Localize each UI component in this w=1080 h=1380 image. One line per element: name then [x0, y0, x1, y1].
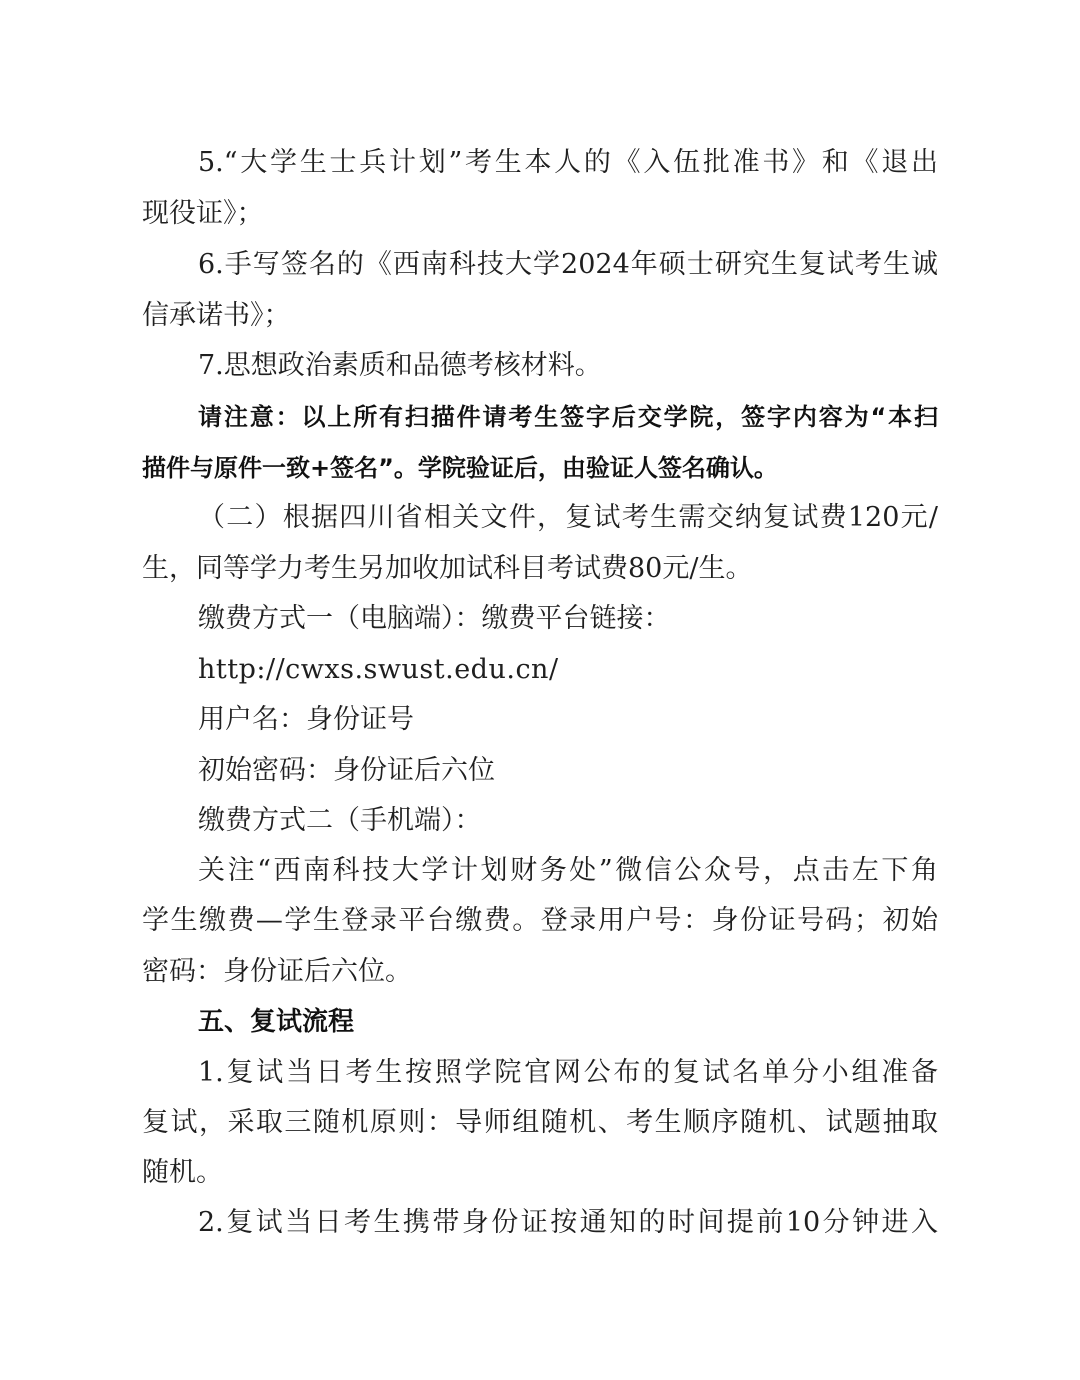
text-line-item6-a: 6.手写签名的《西南科技大学2024年硕士研究生复试考生诚 — [198, 249, 938, 280]
wechat-line-a: 关注“西南科技大学计划财务处”微信公众号，点击左下角 — [198, 855, 938, 886]
fee-line-b: 生，同等学力考生另加收加试科目考试费80元/生。 — [142, 553, 753, 584]
text-line-item7: 7.思想政治素质和品德考核材料。 — [198, 350, 602, 381]
process-item1-a: 1.复试当日考生按照学院官网公布的复试名单分小组准备 — [198, 1057, 938, 1088]
payment-method-one: 缴费方式一（电脑端）：缴费平台链接： — [198, 603, 671, 634]
section-heading-retest-process: 五、复试流程 — [198, 1007, 355, 1037]
text-line-item5-a: 5.“大学生士兵计划”考生本人的《入伍批准书》和《退出 — [198, 147, 938, 178]
wechat-line-c: 密码：身份证后六位。 — [142, 956, 412, 987]
initial-password-line: 初始密码：身份证后六位 — [198, 755, 495, 786]
process-item1-c: 随机。 — [142, 1157, 223, 1188]
text-line-item6-b: 信承诺书》； — [142, 300, 291, 331]
fee-line-a: （二）根据四川省相关文件，复试考生需交纳复试费120元/ — [198, 502, 938, 533]
payment-url: http://cwxs.swust.edu.cn/ — [198, 654, 559, 685]
payment-method-two: 缴费方式二（手机端）： — [198, 805, 482, 836]
wechat-line-b: 学生缴费—学生登录平台缴费。登录用户号：身份证号码；初始 — [142, 905, 938, 936]
username-line: 用户名：身份证号 — [198, 704, 414, 735]
notice-line-b: 描件与原件一致+签名”。学院验证后，由验证人签名确认。 — [142, 454, 778, 482]
process-item2-a: 2.复试当日考生携带身份证按通知的时间提前10分钟进入 — [198, 1207, 938, 1238]
notice-line-a: 请注意：以上所有扫描件请考生签字后交学院，签字内容为“本扫 — [198, 403, 938, 431]
process-item1-b: 复试，采取三随机原则：导师组随机、考生顺序随机、试题抽取 — [142, 1107, 938, 1138]
text-line-item5-b: 现役证》； — [142, 198, 264, 229]
